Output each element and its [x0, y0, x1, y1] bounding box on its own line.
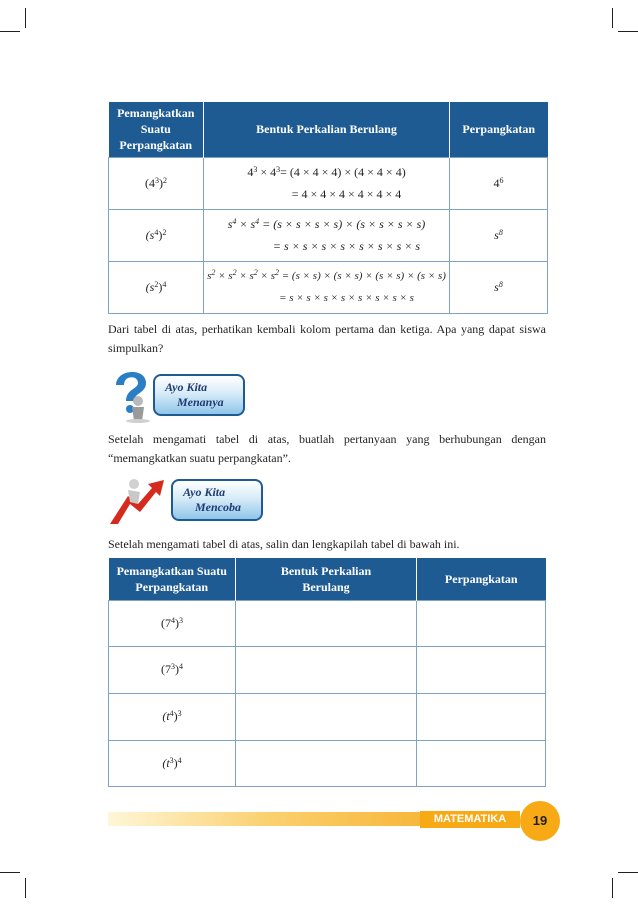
ayo-kita-menanya-badge — [153, 374, 245, 416]
crop-mark — [25, 878, 26, 898]
paragraph-question: Dari tabel di atas, perhatikan kembali kolom pertama dan ketiga. Apa yang dapat siswa simpulkan? — [108, 322, 546, 355]
expansion-cell: $4^3 \times 4^3= (4 \times 4 \times 4) \times (4 \times 4 \times 4)$ = 4 × 4 × 4 × 4 × 4 × 4 — [204, 157, 450, 209]
table-row — [109, 693, 546, 740]
table-row — [109, 740, 546, 786]
table-row — [109, 157, 548, 209]
badge-label: Menanya — [177, 395, 224, 409]
expansion-cell: $s^2 \times s^2 \times s^2 \times s^2 = (s \times s) \times (s \times s) \times (s \times s) \times (s \times s)$ = s × s × s × s × s × s × s × s — [204, 261, 450, 313]
crop-mark — [612, 8, 613, 28]
ayo-kita-mencoba-badge — [171, 479, 263, 521]
badge-label: Ayo Kita — [183, 485, 226, 499]
header-bentuk: Bentuk Perkalian Berulang — [204, 102, 450, 157]
badge-label: Ayo Kita — [165, 380, 208, 394]
expansion-cell: $s^4 \times s^4 = (s \times s \times s \times s) \times (s \times s \times s \times s)$ = s × s × s × s × s × s × s × s — [204, 209, 450, 261]
crop-mark — [0, 31, 20, 32]
header-bentuk: Bentuk Perkalian Berulang — [236, 558, 417, 600]
expression-cell: $(s^4)^2$ — [109, 209, 204, 261]
crop-mark — [618, 31, 638, 32]
exercise-table — [108, 558, 546, 787]
crop-mark — [612, 878, 613, 898]
header-perpangkatan: Perpangkatan — [417, 558, 546, 600]
result-cell: $s^8$ — [450, 261, 548, 313]
table-row — [109, 209, 548, 261]
question-person-icon — [108, 363, 154, 423]
expression-cell: $(t^3)^4$ — [109, 740, 236, 786]
header-perpangkatan: Perpangkatan — [450, 102, 548, 157]
empty-cell — [417, 740, 546, 786]
header-pemangkatkan: Pemangkatkan Suatu Perpangkatan — [109, 558, 236, 600]
empty-cell — [417, 693, 546, 740]
expression-cell: $(4^3)^2$ — [109, 157, 204, 209]
crop-mark — [618, 872, 638, 873]
badge-label: Mencoba — [195, 500, 241, 514]
expression-cell: $(7^3)^4$ — [109, 646, 236, 693]
expression-cell: $(t^4)^3$ — [109, 693, 236, 740]
empty-cell — [236, 740, 417, 786]
empty-cell — [417, 646, 546, 693]
header-pemangkatkan: Pemangkatkan Suatu Perpangkatan — [109, 102, 204, 157]
empty-cell — [236, 600, 417, 646]
running-person-icon — [108, 474, 166, 526]
empty-cell — [236, 646, 417, 693]
paragraph-task: Setelah mengamati tabel di atas, salin dan lengkapilah tabel di bawah ini. — [108, 537, 460, 551]
expression-cell: $(7^4)^3$ — [109, 600, 236, 646]
crop-mark — [0, 872, 20, 873]
page-number: 19 — [520, 801, 560, 841]
empty-cell — [417, 600, 546, 646]
table-row — [109, 261, 548, 313]
result-cell: $4^6$ — [450, 157, 548, 209]
crop-mark — [25, 8, 26, 28]
footer-subject: MATEMATIKA — [420, 811, 520, 828]
result-cell: $s^8$ — [450, 209, 548, 261]
table-row — [109, 646, 546, 693]
empty-cell — [236, 693, 417, 740]
power-table — [108, 102, 548, 314]
expression-cell: $(s^2)^4$ — [109, 261, 204, 313]
paragraph-instruction: Setelah mengamati tabel di atas, buatlah pertanyaan yang berhubungan dengan “memangkatkan suatu perpangkatan”. — [108, 432, 546, 465]
table-row — [109, 600, 546, 646]
